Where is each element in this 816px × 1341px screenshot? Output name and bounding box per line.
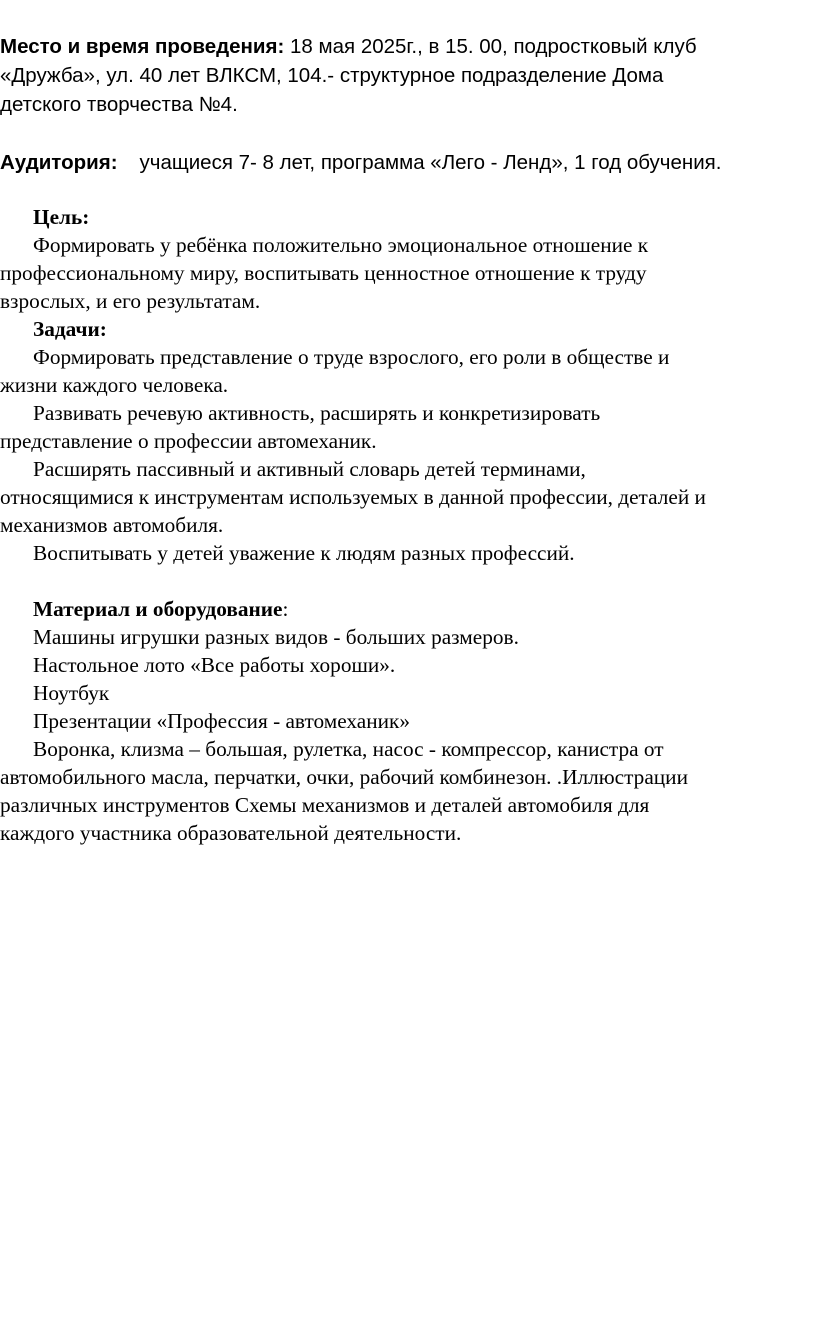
goal-line-2: профессиональному миру, воспитывать ценностное отношение к труду — [0, 261, 647, 285]
material-item-2: Настольное лото «Все работы хороши». — [33, 653, 396, 677]
venue-text-1: 18 мая 2025г., в 15. 00, подростковый клуб — [284, 35, 697, 58]
goal-label: Цель: — [33, 205, 90, 229]
venue-line-3: детского творчества №4. — [0, 93, 238, 116]
tasks-label: Задачи: — [33, 317, 107, 341]
task-2-line-1: Развивать речевую активность, расширять и конкретизировать — [33, 401, 601, 425]
venue-line-2: «Дружба», ул. 40 лет ВЛКСМ, 104.- структурное подразделение Дома — [0, 64, 664, 87]
goal-line-1: Формировать у ребёнка положительно эмоциональное отношение к — [33, 233, 649, 257]
venue-line-1 — [0, 33, 697, 61]
material-item-5-line-4: каждого участника образовательной деятельности. — [0, 821, 462, 845]
task-3-line-3: механизмов автомобиля. — [0, 513, 224, 537]
materials-label: Материал и оборудование — [33, 597, 283, 621]
audience-text: учащиеся 7- 8 лет, программа «Лего - Ленд», 1 год обучения. — [139, 151, 722, 174]
material-item-3: Ноутбук — [33, 681, 110, 705]
task-3-line-1: Расширять пассивный и активный словарь детей терминами, — [33, 457, 586, 481]
materials-heading — [33, 595, 288, 623]
material-item-4: Презентации «Профессия - автомеханик» — [33, 709, 410, 733]
material-item-5-line-3: различных инструментов Схемы механизмов и деталей автомобиля для — [0, 793, 650, 817]
material-item-5-line-2: автомобильного масла, перчатки, очки, рабочий комбинезон. .Иллюстрации — [0, 765, 688, 789]
venue-label: Место и время проведения: — [0, 35, 285, 58]
goal-line-3: взрослых, и его результатам. — [0, 289, 261, 313]
task-1-line-2: жизни каждого человека. — [0, 373, 229, 397]
material-item-5-line-1: Воронка, клизма – большая, рулетка, насос - компрессор, канистра от — [33, 737, 664, 761]
audience-label: Аудитория: — [0, 151, 118, 174]
audience-line — [0, 149, 721, 177]
task-4-line-1: Воспитывать у детей уважение к людям разных профессий. — [33, 541, 575, 565]
material-item-1: Машины игрушки разных видов - больших размеров. — [33, 625, 519, 649]
task-2-line-2: представление о профессии автомеханик. — [0, 429, 377, 453]
task-3-line-2: относящимися к инструментам используемых в данной профессии, деталей и — [0, 485, 706, 509]
task-1-line-1: Формировать представление о труде взрослого, его роли в обществе и — [33, 345, 670, 369]
materials-colon: : — [282, 597, 289, 621]
